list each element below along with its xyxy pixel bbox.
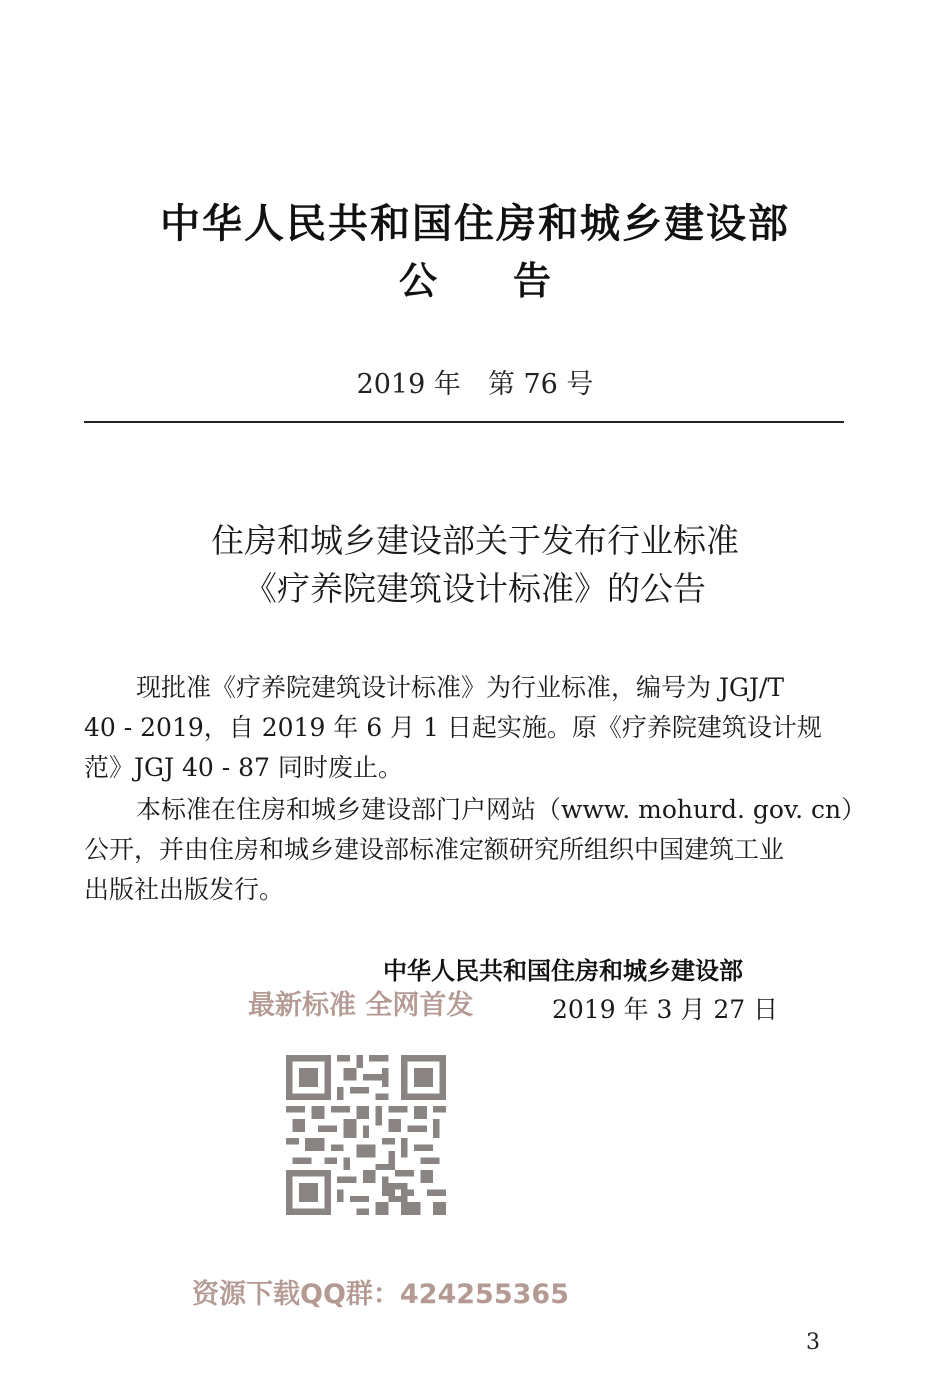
body-paragraph-1-line-1: 现批准《疗养院建筑设计标准》为行业标准，编号为 JGJ/T [136, 673, 785, 702]
signature-date: 2019 年 3 月 27 日 [552, 995, 779, 1024]
notice-heading: 公 告 [398, 259, 551, 303]
body-paragraph-1-line-2: 40 - 2019，自 2019 年 6 月 1 日起实施。原《疗养院建筑设计规 [84, 713, 822, 742]
document-title-line-1: 住房和城乡建设部关于发布行业标准 [211, 521, 739, 560]
body-paragraph-2-line-2: 公开，并由住房和城乡建设部标准定额研究所组织中国建筑工业 [84, 835, 785, 864]
header-divider [84, 421, 844, 423]
document-title-line-2: 《疗养院建筑设计标准》的公告 [244, 569, 706, 608]
promo-watermark: 最新标准 全网首发 [248, 990, 474, 1021]
notice-number: 2019 年 第 76 号 [356, 369, 594, 400]
qr-code-icon[interactable] [286, 1055, 446, 1215]
page-number: 3 [806, 1330, 820, 1355]
body-paragraph-2-line-1: 本标准在住房和城乡建设部门户网站（www. mohurd. gov. cn） [136, 795, 867, 824]
qq-group-watermark: 资源下载QQ群：424255365 [192, 1279, 569, 1310]
ministry-title: 中华人民共和国住房和城乡建设部 [160, 201, 790, 247]
body-paragraph-1-line-3: 范》JGJ 40 - 87 同时废止。 [84, 753, 403, 782]
signature-issuer: 中华人民共和国住房和城乡建设部 [383, 957, 743, 985]
body-paragraph-2-line-3: 出版社出版发行。 [84, 875, 285, 904]
